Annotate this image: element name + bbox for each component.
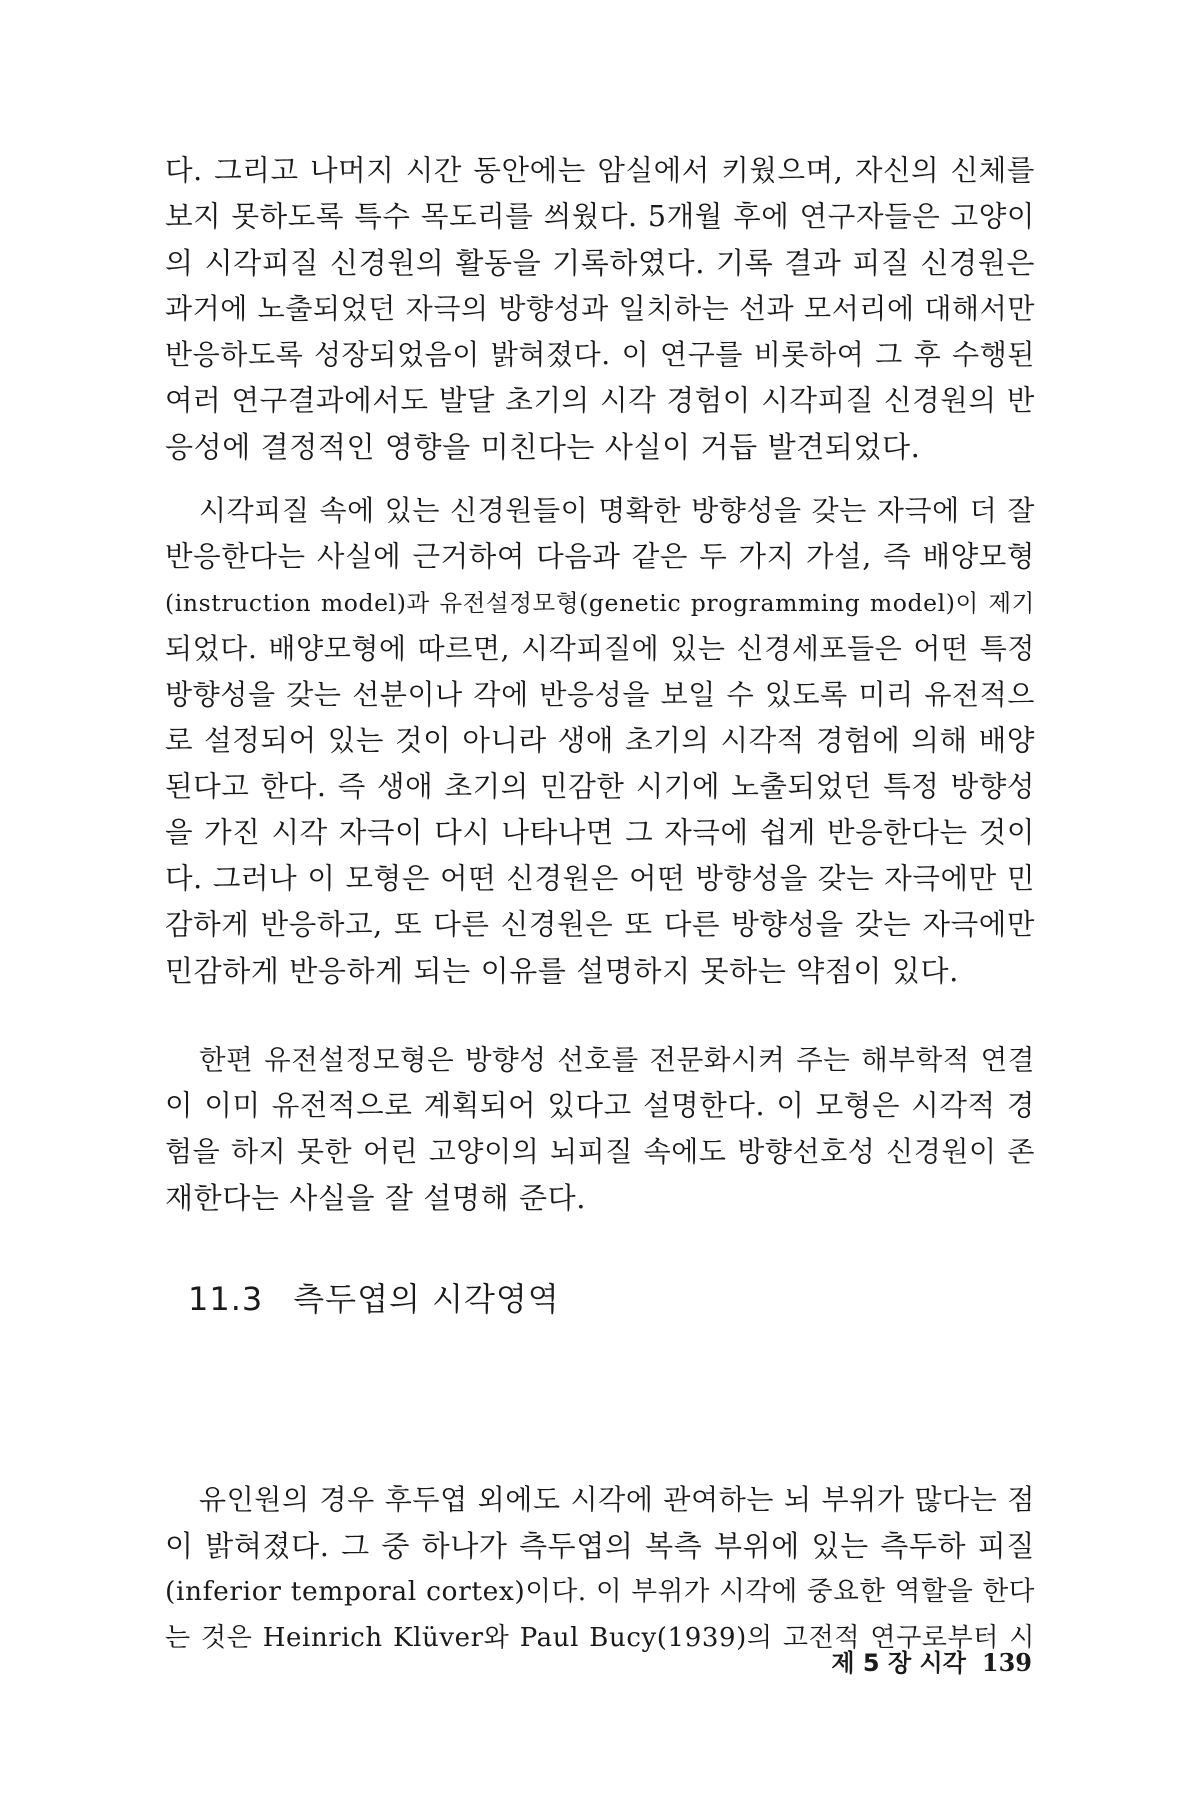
- paragraph-3: [165, 1037, 1035, 1221]
- text-line: 시각피질 속에 있는 신경원들이 명확한 방향성을 갖는 자극에 더 잘: [199, 494, 1035, 527]
- page-footer: [831, 1648, 1032, 1678]
- text-line: 다. 그리고 나머지 시간 동안에는 암실에서 키웠으며, 자신의 신체를: [165, 154, 1035, 187]
- paragraph-1: [165, 148, 1035, 470]
- chapter-label: 제 5 장 시각: [831, 1649, 966, 1677]
- text-line: 된다고 한다. 즉 생애 초기의 민감한 시기에 노출되었던 특정 방향성: [165, 770, 1035, 803]
- text-line: 보지 못하도록 특수 목도리를 씌웠다. 5개월 후에 연구자들은 고양이: [165, 200, 1035, 233]
- text-line: 과거에 노출되었던 자극의 방향성과 일치하는 선과 모서리에 대해서만: [165, 292, 1035, 325]
- text-line: 되었다. 배양모형에 따르면, 시각피질에 있는 신경세포들은 어떤 특정: [165, 632, 1035, 665]
- text-line: 민감하게 반응하게 되는 이유를 설명하지 못하는 약점이 있다.: [165, 954, 959, 988]
- paragraph-2: [165, 488, 1035, 994]
- text-line: 험을 하지 못한 어린 고양이의 뇌피질 속에도 방향선호성 신경원이 존: [165, 1135, 1035, 1168]
- text-line: 유인원의 경우 후두엽 외에도 시각에 관여하는 뇌 부위가 많다는 점: [199, 1483, 1035, 1516]
- section-heading: [188, 1276, 560, 1322]
- text-line: 로 설정되어 있는 것이 아니라 생애 초기의 시각적 경험에 의해 배양: [165, 724, 1035, 757]
- text-line: 의 시각피질 신경원의 활동을 기록하였다. 기록 결과 피질 신경원은: [165, 246, 1035, 280]
- text-line: 여러 연구결과에서도 발달 초기의 시각 경험이 시각피질 신경원의 반: [165, 384, 1035, 417]
- section-number: 11.3: [188, 1280, 264, 1318]
- text-line: 다. 그러나 이 모형은 어떤 신경원은 어떤 방향성을 갖는 자극에만 민: [165, 862, 1035, 895]
- text-line: 감하게 반응하고, 또 다른 신경원은 또 다른 방향성을 갖는 자극에만: [165, 908, 1035, 941]
- paragraph-4: [165, 1477, 1035, 1661]
- text-line: 방향성을 갖는 선분이나 각에 반응성을 보일 수 있도록 미리 유전적으: [165, 678, 1035, 711]
- text-line: 이 밝혀졌다. 그 중 하나가 측두엽의 복측 부위에 있는 측두하 피질: [165, 1529, 1035, 1563]
- page-number: 139: [981, 1648, 1032, 1677]
- text-line: 이 이미 유전적으로 계획되어 있다고 설명한다. 이 모형은 시각적 경: [165, 1089, 1035, 1122]
- text-line: 응성에 결정적인 영향을 미친다는 사실이 거듭 발견되었다.: [165, 430, 921, 464]
- text-line: 반응하도록 성장되었음이 밝혀졌다. 이 연구를 비롯하여 그 후 수행된: [165, 338, 1035, 371]
- section-title: 측두엽의 시각영역: [293, 1280, 560, 1318]
- text-line: (instruction model)과 유전설정모형(genetic programming model)이 제기: [165, 589, 1035, 617]
- text-line: 재한다는 사실을 잘 설명해 준다.: [165, 1181, 587, 1215]
- text-line: 한편 유전설정모형은 방향성 선호를 전문화시켜 주는 해부학적 연결: [199, 1044, 1035, 1076]
- text-line: 는 것은 Heinrich Klüver와 Paul Bucy(1939)의 고전적 연구로부터 시: [165, 1623, 1035, 1653]
- text-line: 을 가진 시각 자극이 다시 나타나면 그 자극에 쉽게 반응한다는 것이: [165, 816, 1035, 849]
- text-line: (inferior temporal cortex)이다. 이 부위가 시각에 중요한 역할을 한다: [165, 1576, 1035, 1607]
- text-line: 반응한다는 사실에 근거하여 다음과 같은 두 가지 가설, 즉 배양모형: [165, 540, 1035, 573]
